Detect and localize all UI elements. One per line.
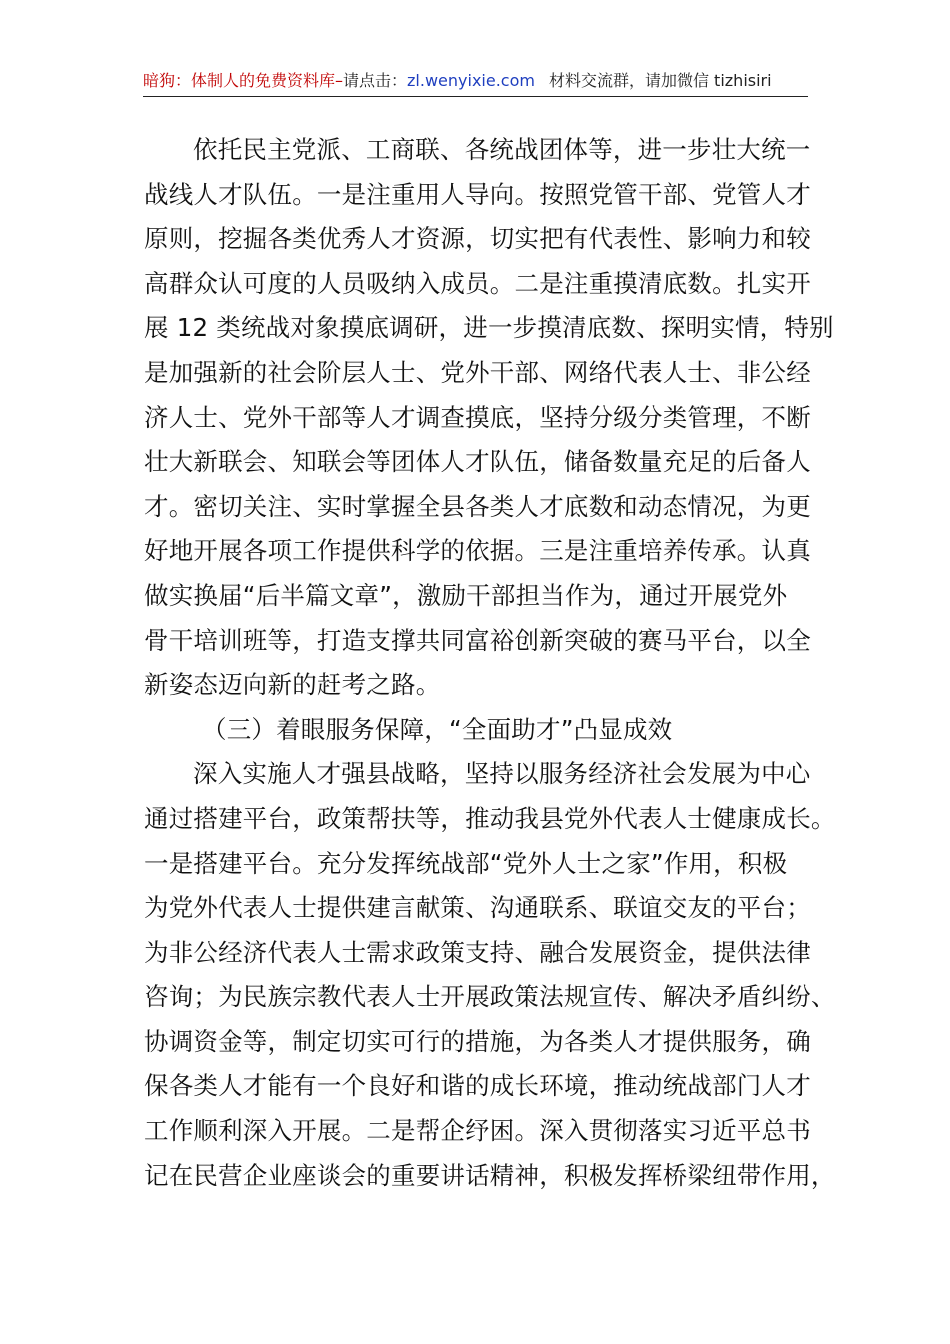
text-line: 咨询；为民族宗教代表人士开展政策法规宣传、解决矛盾纠纷、: [144, 982, 836, 1012]
text-line: 才。密切关注、实时掌握全县各类人才底数和动态情况，为更: [144, 491, 811, 521]
text-line: 展 12 类统战对象摸底调研，进一步摸清底数、探明实情，特别: [144, 313, 834, 343]
text-line: 依托民主党派、工商联、各统战团体等，进一步壮大统一: [193, 135, 811, 164]
text-line: 保各类人才能有一个良好和谐的成长环境，推动统战部门人才: [144, 1071, 811, 1101]
text-line: 战线人才队伍。一是注重用人导向。按照党管干部、党管人才: [144, 179, 811, 209]
text-line: 协调资金等，制定切实可行的措施，为各类人才提供服务，确: [144, 1026, 811, 1056]
header-group-info: 材料交流群，请加微信 tizhisiri: [548, 71, 772, 90]
text-line: 为非公经济代表人士需求政策支持、融合发展资金，提供法律: [144, 937, 811, 967]
header-call-to-action: 请点击：: [343, 71, 408, 90]
text-line: 济人士、党外干部等人才调查摸底，坚持分级分类管理，不断: [144, 402, 811, 432]
header-url-link[interactable]: zl.wenyixie.com: [407, 71, 535, 90]
text-line: 骨干培训班等，打造支撑共同富裕创新突破的赛马平台，以全: [144, 625, 811, 655]
text-line: 壮大新联会、知联会等团体人才队伍，储备数量充足的后备人: [144, 447, 811, 477]
text-line: 深入实施人才强县战略，坚持以服务经济社会发展为中心: [193, 759, 811, 789]
text-line: 为党外代表人士提供建言献策、沟通联系、联谊交友的平台；: [144, 893, 811, 923]
text-line: 新姿态迈向新的赶考之路。: [144, 670, 441, 700]
text-line: 工作顺利深入开展。二是帮企纾困。深入贯彻落实习近平总书: [144, 1116, 811, 1146]
text-line: 是加强新的社会阶层人士、党外干部、网络代表人士、非公经: [144, 357, 811, 387]
text-line: 高群众认可度的人员吸纳入成员。二是注重摸清底数。扎实开: [144, 268, 811, 298]
document-body: [144, 128, 836, 1198]
text-line: 做实换届“后半篇文章”，激励干部担当作为，通过开展党外: [144, 580, 788, 610]
text-line: 原则，挖掘各类优秀人才资源，切实把有代表性、影响力和较: [144, 224, 811, 254]
section-heading: （三）着眼服务保障，“全面助才”凸显成效: [202, 714, 673, 744]
page-header: [143, 66, 808, 97]
text-line: 通过搭建平台，政策帮扶等，推动我县党外代表人士健康成长。: [144, 803, 836, 833]
header-separator: –: [335, 71, 344, 90]
text-line: 好地开展各项工作提供科学的依据。三是注重培养传承。认真: [144, 536, 811, 566]
text-line: 记在民营企业座谈会的重要讲话精神，积极发挥桥梁纽带作用，: [144, 1160, 836, 1190]
header-brand: 暗狗：体制人的免费资料库: [143, 71, 336, 90]
text-line: 一是搭建平台。充分发挥统战部“党外人士之家”作用，积极: [144, 848, 788, 878]
